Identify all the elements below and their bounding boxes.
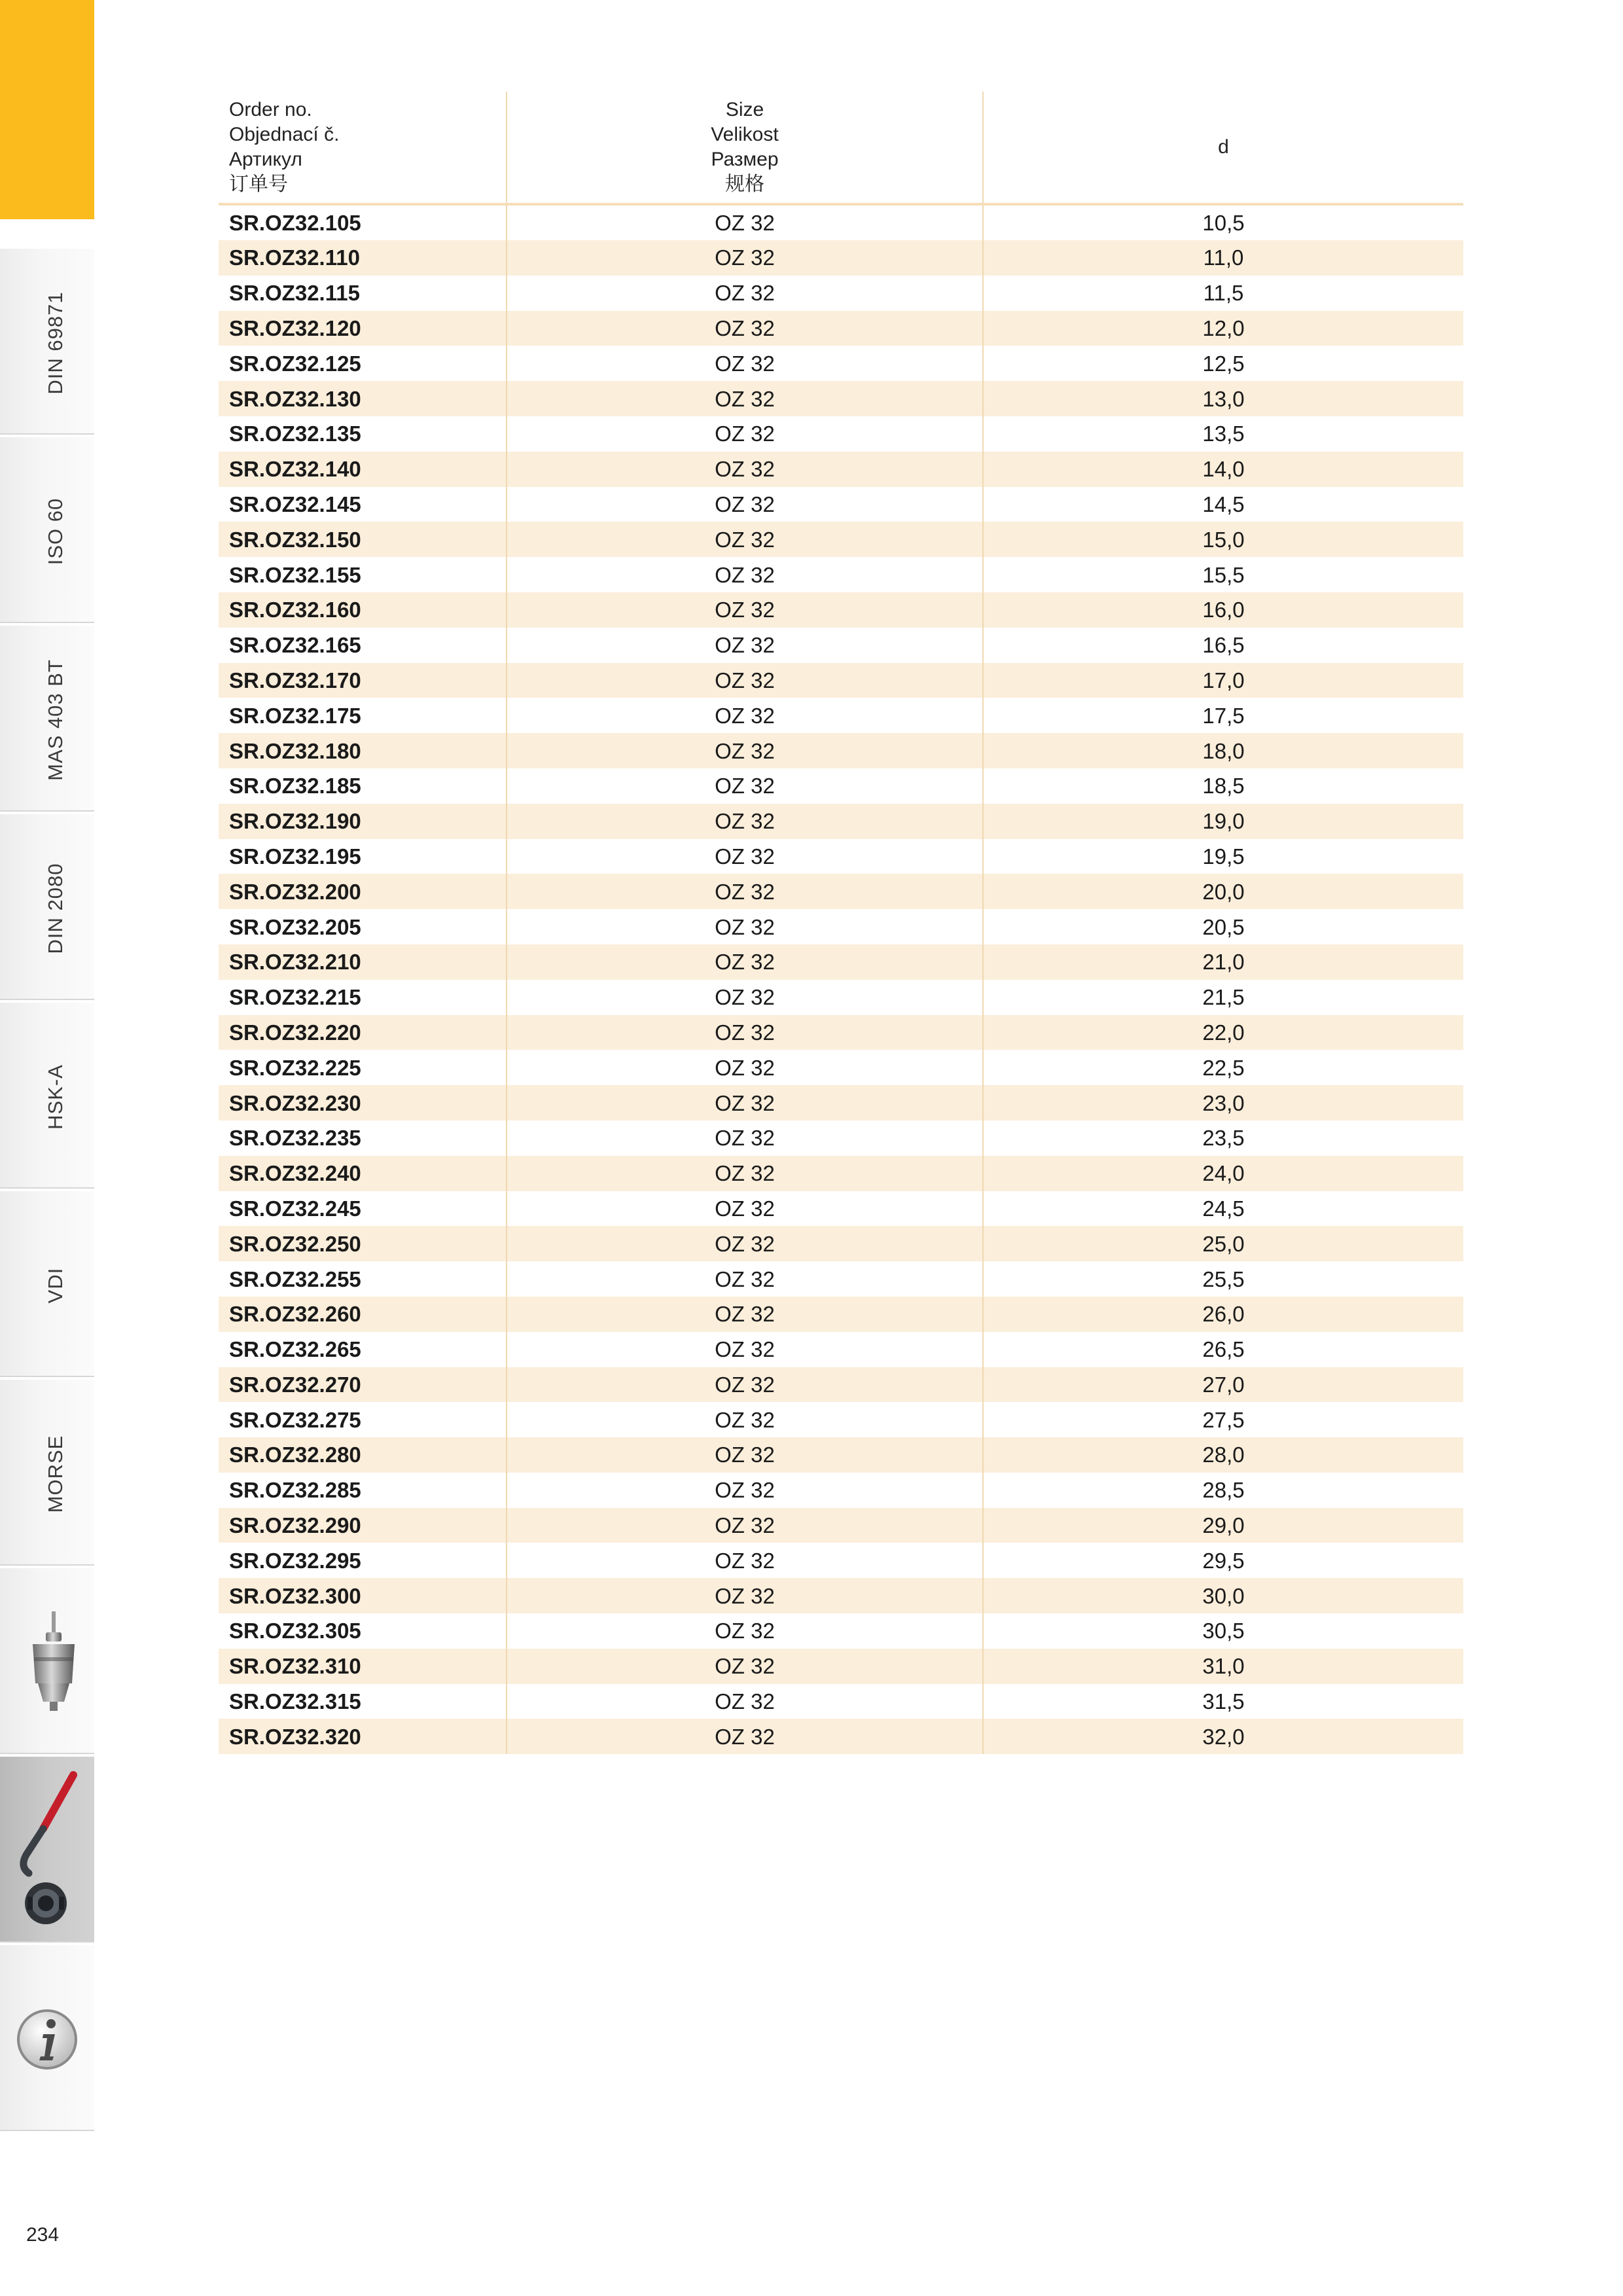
header-order-number <box>219 92 507 204</box>
table-row <box>219 240 1463 276</box>
size-cell: OZ 32 <box>507 698 983 733</box>
diameter-cell: 21,5 <box>983 980 1463 1015</box>
table-row <box>219 1156 1463 1191</box>
diameter-cell: 12,5 <box>983 346 1463 381</box>
order-number-cell: SR.OZ32.235 <box>229 1126 361 1151</box>
size-cell: OZ 32 <box>507 1473 983 1508</box>
order-number-cell: SR.OZ32.140 <box>219 452 507 487</box>
order-number-cell: SR.OZ32.250 <box>219 1226 507 1261</box>
diameter-cell: 24,0 <box>983 1156 1463 1191</box>
diameter-cell: 14,0 <box>983 452 1463 487</box>
order-number-cell: SR.OZ32.310 <box>219 1649 507 1684</box>
diameter-cell: 18,0 <box>983 733 1463 768</box>
table-row <box>219 804 1463 839</box>
diameter-cell: 12,0 <box>983 311 1463 346</box>
diameter-cell: 23,0 <box>983 1085 1463 1121</box>
size-cell: OZ 32 <box>507 416 983 452</box>
size-cell: OZ 32 <box>507 1649 983 1684</box>
diameter-cell: 25,5 <box>983 1261 1463 1297</box>
table-row <box>219 276 1463 311</box>
table-row <box>219 944 1463 980</box>
table-row <box>219 1473 1463 1508</box>
tab-vdi[interactable] <box>0 1189 94 1377</box>
size-cell: OZ 32 <box>507 628 983 663</box>
tab-label: DIN 2080 <box>44 863 67 954</box>
order-number-cell: SR.OZ32.245 <box>229 1196 361 1221</box>
order-number-cell: SR.OZ32.205 <box>229 914 361 939</box>
size-cell: OZ 32 <box>507 1085 983 1121</box>
order-number-cell: SR.OZ32.210 <box>219 944 507 980</box>
tab-label: HSK-A <box>44 1064 67 1130</box>
tab-info[interactable] <box>0 1943 94 2131</box>
diameter-cell: 32,0 <box>983 1719 1463 1754</box>
size-cell: OZ 32 <box>507 1226 983 1261</box>
order-number-cell: SR.OZ32.315 <box>229 1689 361 1714</box>
table-row <box>219 1719 1463 1754</box>
order-number-cell: SR.OZ32.260 <box>219 1297 507 1332</box>
table-row <box>219 663 1463 698</box>
table-row <box>219 1402 1463 1437</box>
size-cell: OZ 32 <box>507 381 983 416</box>
size-cell: OZ 32 <box>507 592 983 628</box>
diameter-cell: 30,5 <box>983 1613 1463 1649</box>
diameter-cell: 16,0 <box>983 592 1463 628</box>
size-cell: OZ 32 <box>507 1508 983 1543</box>
size-cell: OZ 32 <box>507 1578 983 1613</box>
order-number-cell: SR.OZ32.225 <box>229 1055 361 1080</box>
table-row <box>219 1191 1463 1227</box>
order-number-cell: SR.OZ32.195 <box>229 844 361 869</box>
diameter-cell: 19,5 <box>983 839 1463 874</box>
size-cell: OZ 32 <box>507 522 983 557</box>
size-cell: OZ 32 <box>507 1719 983 1754</box>
header-line: Objednací č. <box>229 124 340 145</box>
diameter-cell: 27,0 <box>983 1367 1463 1403</box>
size-cell: OZ 32 <box>507 487 983 522</box>
size-cell: OZ 32 <box>507 1121 983 1156</box>
table-row <box>219 487 1463 522</box>
table-row <box>219 592 1463 628</box>
order-number-cell: SR.OZ32.300 <box>219 1578 507 1613</box>
order-number-cell: SR.OZ32.285 <box>229 1478 361 1503</box>
table-header-row <box>219 92 1463 204</box>
table-row <box>219 1226 1463 1261</box>
tab-label: MORSE <box>44 1435 67 1513</box>
size-cell: OZ 32 <box>507 311 983 346</box>
size-cell: OZ 32 <box>507 1367 983 1403</box>
header-line: 规格 <box>725 173 764 195</box>
diameter-cell: 15,5 <box>983 557 1463 592</box>
order-number-cell: SR.OZ32.145 <box>229 492 361 516</box>
order-number-cell: SR.OZ32.230 <box>219 1085 507 1121</box>
page-number: 234 <box>26 2224 60 2246</box>
order-number-cell: SR.OZ32.305 <box>229 1619 361 1643</box>
header-line: 订单号 <box>229 173 288 195</box>
header-line: Order no. <box>229 99 312 120</box>
diameter-cell: 20,5 <box>983 909 1463 944</box>
size-cell: OZ 32 <box>507 663 983 698</box>
table-row <box>219 1543 1463 1578</box>
diameter-cell: 19,0 <box>983 804 1463 839</box>
diameter-cell: 31,0 <box>983 1649 1463 1684</box>
diameter-cell: 15,0 <box>983 522 1463 557</box>
table-body <box>219 204 1463 1754</box>
tab-din-69871[interactable] <box>0 246 94 435</box>
diameter-cell: 22,0 <box>983 1015 1463 1050</box>
diameter-cell: 28,0 <box>983 1437 1463 1473</box>
tab-iso-60[interactable] <box>0 435 94 623</box>
diameter-cell: 11,0 <box>983 240 1463 276</box>
size-cell: OZ 32 <box>507 1015 983 1050</box>
size-cell: OZ 32 <box>507 944 983 980</box>
table-row <box>219 381 1463 416</box>
info-icon <box>0 1945 94 2134</box>
header-line: d <box>1218 136 1229 158</box>
order-number-cell: SR.OZ32.255 <box>229 1266 361 1291</box>
order-number-cell: SR.OZ32.270 <box>219 1367 507 1403</box>
size-cell: OZ 32 <box>507 804 983 839</box>
order-number-cell: SR.OZ32.220 <box>219 1015 507 1050</box>
order-number-cell: SR.OZ32.290 <box>219 1508 507 1543</box>
table-row <box>219 416 1463 452</box>
tab-accessories[interactable] <box>0 1754 94 1943</box>
size-cell: OZ 32 <box>507 733 983 768</box>
table-row <box>219 1121 1463 1156</box>
size-cell: OZ 32 <box>507 1156 983 1191</box>
diameter-cell: 17,0 <box>983 663 1463 698</box>
size-cell: OZ 32 <box>507 1050 983 1085</box>
header-line: Размер <box>711 149 779 170</box>
size-cell: OZ 32 <box>507 557 983 592</box>
size-cell: OZ 32 <box>507 1684 983 1719</box>
tab-label: DIN 69871 <box>44 291 67 395</box>
table-row <box>219 1367 1463 1403</box>
tab-morse[interactable] <box>0 1377 94 1566</box>
tab-mas-403-bt[interactable] <box>0 623 94 812</box>
tab-din-2080[interactable] <box>0 812 94 1000</box>
diameter-cell: 29,5 <box>983 1543 1463 1578</box>
table-row <box>219 733 1463 768</box>
table-row <box>219 1015 1463 1050</box>
diameter-cell: 16,5 <box>983 628 1463 663</box>
diameter-cell: 22,5 <box>983 1050 1463 1085</box>
order-number-cell: SR.OZ32.120 <box>219 311 507 346</box>
order-number-cell: SR.OZ32.135 <box>229 422 361 446</box>
order-number-cell: SR.OZ32.105 <box>229 211 361 235</box>
order-number-cell: SR.OZ32.190 <box>219 804 507 839</box>
size-cell: OZ 32 <box>507 909 983 944</box>
order-number-cell: SR.OZ32.130 <box>219 381 507 416</box>
table-row <box>219 909 1463 944</box>
diameter-cell: 20,0 <box>983 874 1463 909</box>
order-number-cell: SR.OZ32.320 <box>219 1719 507 1754</box>
diameter-cell: 26,5 <box>983 1332 1463 1367</box>
header-line: Velikost <box>711 124 779 145</box>
table-row <box>219 1649 1463 1684</box>
header-line: Size <box>725 99 764 120</box>
diameter-cell: 13,0 <box>983 381 1463 416</box>
tab-drill-chucks[interactable] <box>0 1566 94 1754</box>
size-cell: OZ 32 <box>507 1297 983 1332</box>
diameter-cell: 26,0 <box>983 1297 1463 1332</box>
table-row <box>219 1050 1463 1085</box>
tab-label: MAS 403 BT <box>44 659 67 781</box>
tab-label: ISO 60 <box>44 497 67 565</box>
diameter-cell: 25,0 <box>983 1226 1463 1261</box>
table-row <box>219 1684 1463 1719</box>
diameter-cell: 23,5 <box>983 1121 1463 1156</box>
order-number-cell: SR.OZ32.160 <box>219 592 507 628</box>
table-row <box>219 1437 1463 1473</box>
order-number-cell: SR.OZ32.125 <box>229 351 361 376</box>
order-number-cell: SR.OZ32.115 <box>229 281 360 306</box>
size-cell: OZ 32 <box>507 276 983 311</box>
current-section-marker <box>0 0 94 219</box>
diameter-cell: 10,5 <box>983 204 1463 240</box>
order-number-cell: SR.OZ32.165 <box>229 633 361 658</box>
table-row <box>219 1085 1463 1121</box>
order-number-cell: SR.OZ32.180 <box>219 733 507 768</box>
order-number-cell: SR.OZ32.215 <box>229 985 361 1010</box>
size-cell: OZ 32 <box>507 980 983 1015</box>
header-size <box>507 92 983 204</box>
diameter-cell: 28,5 <box>983 1473 1463 1508</box>
order-number-cell: SR.OZ32.280 <box>219 1437 507 1473</box>
tab-label: VDI <box>44 1267 67 1304</box>
diameter-cell: 17,5 <box>983 698 1463 733</box>
drill-chuck-icon <box>0 1568 94 1757</box>
hook-wrench-icon <box>0 1757 94 1945</box>
diameter-cell: 24,5 <box>983 1191 1463 1227</box>
table-row <box>219 452 1463 487</box>
header-line: Артикул <box>229 149 302 170</box>
order-number-cell: SR.OZ32.175 <box>229 703 361 728</box>
table-row <box>219 768 1463 804</box>
diameter-cell: 11,5 <box>983 276 1463 311</box>
table-row <box>219 522 1463 557</box>
tab-hsk-a[interactable] <box>0 1000 94 1189</box>
table-row <box>219 1508 1463 1543</box>
table-row <box>219 1613 1463 1649</box>
table-row <box>219 628 1463 663</box>
table-row <box>219 1261 1463 1297</box>
size-cell: OZ 32 <box>507 1437 983 1473</box>
diameter-cell: 18,5 <box>983 768 1463 804</box>
diameter-cell: 14,5 <box>983 487 1463 522</box>
size-cell: OZ 32 <box>507 1332 983 1367</box>
size-cell: OZ 32 <box>507 452 983 487</box>
order-number-cell: SR.OZ32.265 <box>229 1337 361 1362</box>
size-cell: OZ 32 <box>507 874 983 909</box>
table-row <box>219 1578 1463 1613</box>
table-row <box>219 346 1463 381</box>
table-row <box>219 980 1463 1015</box>
order-number-cell: SR.OZ32.155 <box>229 562 361 587</box>
order-number-cell: SR.OZ32.185 <box>229 774 361 798</box>
diameter-cell: 29,0 <box>983 1508 1463 1543</box>
size-cell: OZ 32 <box>507 1543 983 1578</box>
size-cell: OZ 32 <box>507 768 983 804</box>
size-cell: OZ 32 <box>507 1402 983 1437</box>
section-sidebar <box>0 0 94 2179</box>
diameter-cell: 31,5 <box>983 1684 1463 1719</box>
size-cell: OZ 32 <box>507 240 983 276</box>
order-number-cell: SR.OZ32.275 <box>229 1407 361 1432</box>
size-cell: OZ 32 <box>507 346 983 381</box>
diameter-cell: 21,0 <box>983 944 1463 980</box>
size-cell: OZ 32 <box>507 839 983 874</box>
table-row <box>219 698 1463 733</box>
diameter-cell: 27,5 <box>983 1402 1463 1437</box>
diameter-cell: 30,0 <box>983 1578 1463 1613</box>
order-number-cell: SR.OZ32.240 <box>219 1156 507 1191</box>
table-row <box>219 1297 1463 1332</box>
table-row <box>219 1332 1463 1367</box>
size-cell: OZ 32 <box>507 1191 983 1227</box>
size-cell: OZ 32 <box>507 1261 983 1297</box>
size-cell: OZ 32 <box>507 204 983 240</box>
order-number-cell: SR.OZ32.295 <box>229 1548 361 1573</box>
order-number-cell: SR.OZ32.110 <box>219 240 507 276</box>
table-row <box>219 839 1463 874</box>
order-number-cell: SR.OZ32.170 <box>219 663 507 698</box>
table-row <box>219 204 1463 240</box>
order-number-cell: SR.OZ32.200 <box>219 874 507 909</box>
table-row <box>219 557 1463 592</box>
order-number-cell: SR.OZ32.150 <box>219 522 507 557</box>
size-cell: OZ 32 <box>507 1613 983 1649</box>
table-row <box>219 874 1463 909</box>
collet-table <box>219 92 1463 1754</box>
table-row <box>219 311 1463 346</box>
header-diameter <box>983 92 1463 204</box>
diameter-cell: 13,5 <box>983 416 1463 452</box>
